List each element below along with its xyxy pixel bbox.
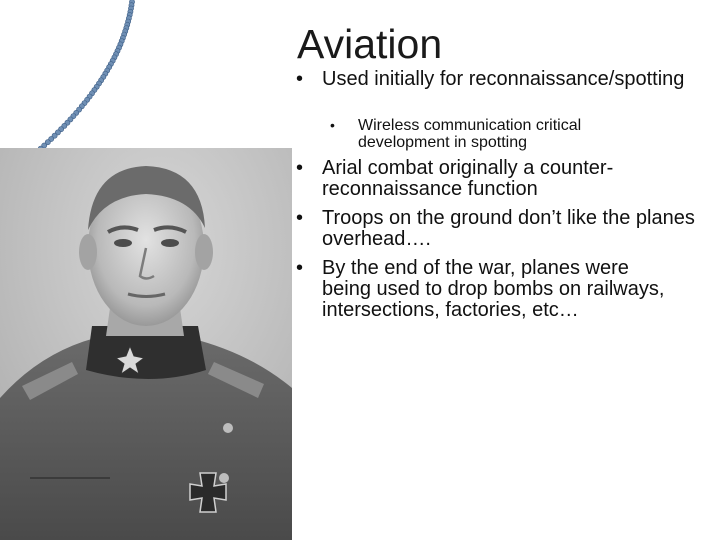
bullet-aerial-combat — [296, 158, 696, 200]
bullet-dot: • — [330, 117, 335, 133]
bullet-text: Arial combat originally a counter-reconnaissance function — [322, 157, 614, 200]
bullet-dot: • — [296, 157, 304, 179]
bullet-text: By the end of the war, planes were being used to drop bombs on railways, intersections, factories, etc… — [322, 257, 665, 321]
sub-bullet-wireless — [330, 117, 670, 151]
portrait-photo — [0, 148, 292, 540]
bullet-text: Used initially for reconnaissance/spotting — [322, 68, 685, 90]
bullet-bombing — [296, 258, 666, 321]
slide-title: Aviation — [297, 21, 443, 67]
bullet-dot: • — [296, 68, 304, 90]
bullet-text: Wireless communication critical development in spotting — [358, 117, 582, 151]
bullet-text: Troops on the ground don’t like the planes overhead…. — [322, 207, 695, 250]
bullet-dot: • — [296, 257, 304, 279]
bullet-reconnaissance — [296, 69, 696, 90]
bullet-dot: • — [296, 207, 304, 229]
bullet-troops — [296, 208, 696, 250]
